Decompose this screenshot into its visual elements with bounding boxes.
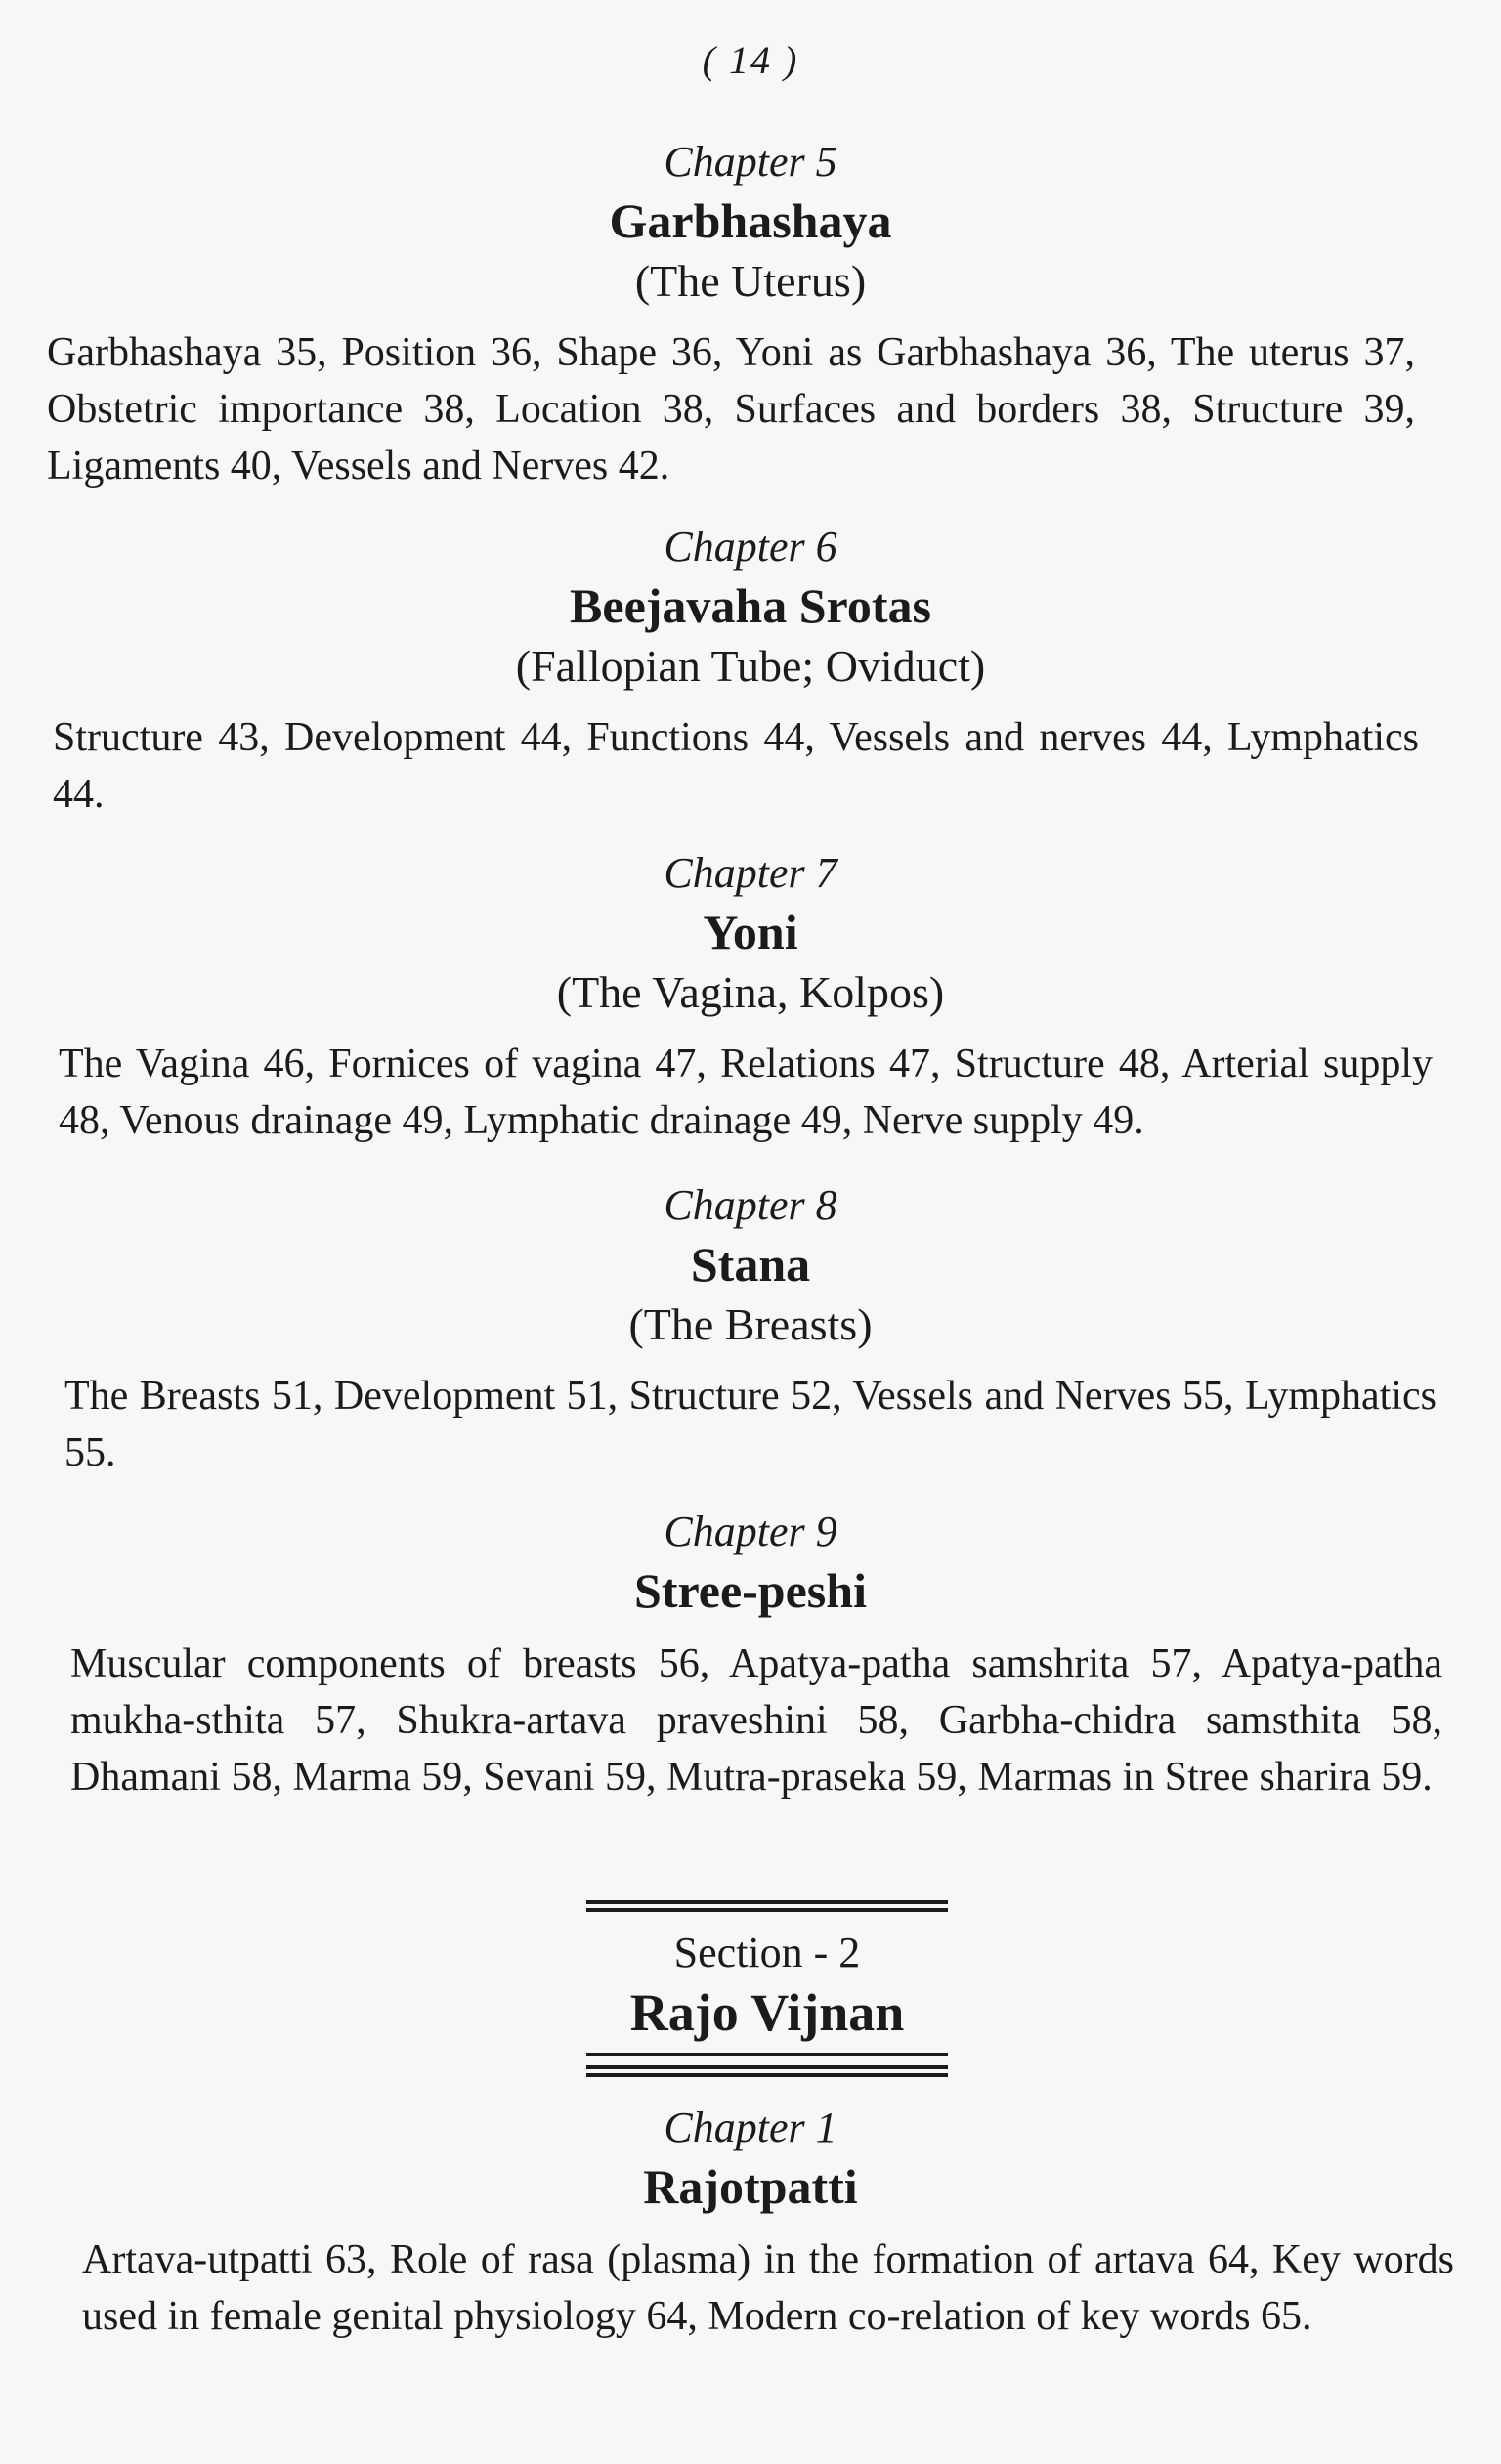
chapter-subtitle: (The Vagina, Kolpos) — [556, 967, 945, 1017]
chapter-label: Chapter 7 — [664, 849, 837, 897]
chapter-subtitle: (Fallopian Tube; Oviduct) — [515, 641, 986, 691]
chapter-contents: Muscular components of breasts 56, Apatya-patha samshrita 57, Apatya-patha mukha-sthita 57, Shukra-artava praveshini 58, Garbha-chidra samsthita 58, Dhamani 58, Marma 59, Sevani 59, Mutra-praseka 59, Marmas in Stree sharira 59. — [70, 1641, 1442, 1800]
section-2-chapter-1-entry — [0, 2101, 1501, 2345]
chapter-title: Stree-peshi — [634, 1563, 867, 1618]
chapter-title: Garbhashaya — [609, 193, 892, 248]
chapter-subtitle: (The Uterus) — [634, 256, 867, 306]
chapter-contents: Structure 43, Development 44, Functions 44, Vessels and nerves 44, Lymphatics 44. — [53, 715, 1419, 817]
chapter-contents: Artava-utpatti 63, Role of rasa (plasma) in the formation of artava 64, Key words used in female genital physiology 64, Modern co-relation of key words 65. — [82, 2237, 1454, 2339]
chapter-8-entry — [0, 1178, 1501, 1481]
chapter-title: Yoni — [703, 905, 798, 959]
chapter-title: Rajotpatti — [643, 2159, 858, 2214]
section-rule-bottom — [586, 2065, 948, 2077]
chapter-label: Chapter 9 — [664, 1508, 837, 1555]
page-number: ( 14 ) — [702, 38, 799, 82]
chapter-title: Stana — [690, 1237, 811, 1292]
chapter-label: Chapter 8 — [664, 1181, 837, 1229]
chapter-contents: The Vagina 46, Fornices of vagina 47, Relations 47, Structure 48, Arterial supply 48, Venous drainage 49, Lymphatic drainage 49, Nerve supply 49. — [59, 1041, 1433, 1143]
chapter-7-entry — [0, 846, 1501, 1149]
chapter-subtitle: (The Breasts) — [628, 1299, 873, 1349]
chapter-9-entry — [0, 1505, 1501, 1806]
chapter-label: Chapter 1 — [664, 2103, 837, 2151]
chapter-contents: The Breasts 51, Development 51, Structure 52, Vessels and Nerves 55, Lymphatics 55. — [64, 1374, 1437, 1475]
section-label: Section - 2 — [673, 1929, 861, 1976]
chapter-label: Chapter 5 — [664, 138, 837, 186]
chapter-6-entry — [0, 520, 1501, 823]
section-title: Rajo Vijnan — [586, 1980, 948, 2056]
chapter-contents: Garbhashaya 35, Position 36, Shape 36, Yoni as Garbhashaya 36, The uterus 37, Obstetric importance 38, Location 38, Surfaces and borders 38, Structure 39, Ligaments 40, Vessels and Nerves 42. — [47, 330, 1415, 489]
chapter-label: Chapter 6 — [664, 523, 837, 571]
section-heading — [586, 1900, 948, 2077]
chapter-5-entry — [0, 135, 1501, 494]
chapter-title: Beejavaha Srotas — [570, 578, 931, 633]
section-rule-top — [586, 1900, 948, 1912]
